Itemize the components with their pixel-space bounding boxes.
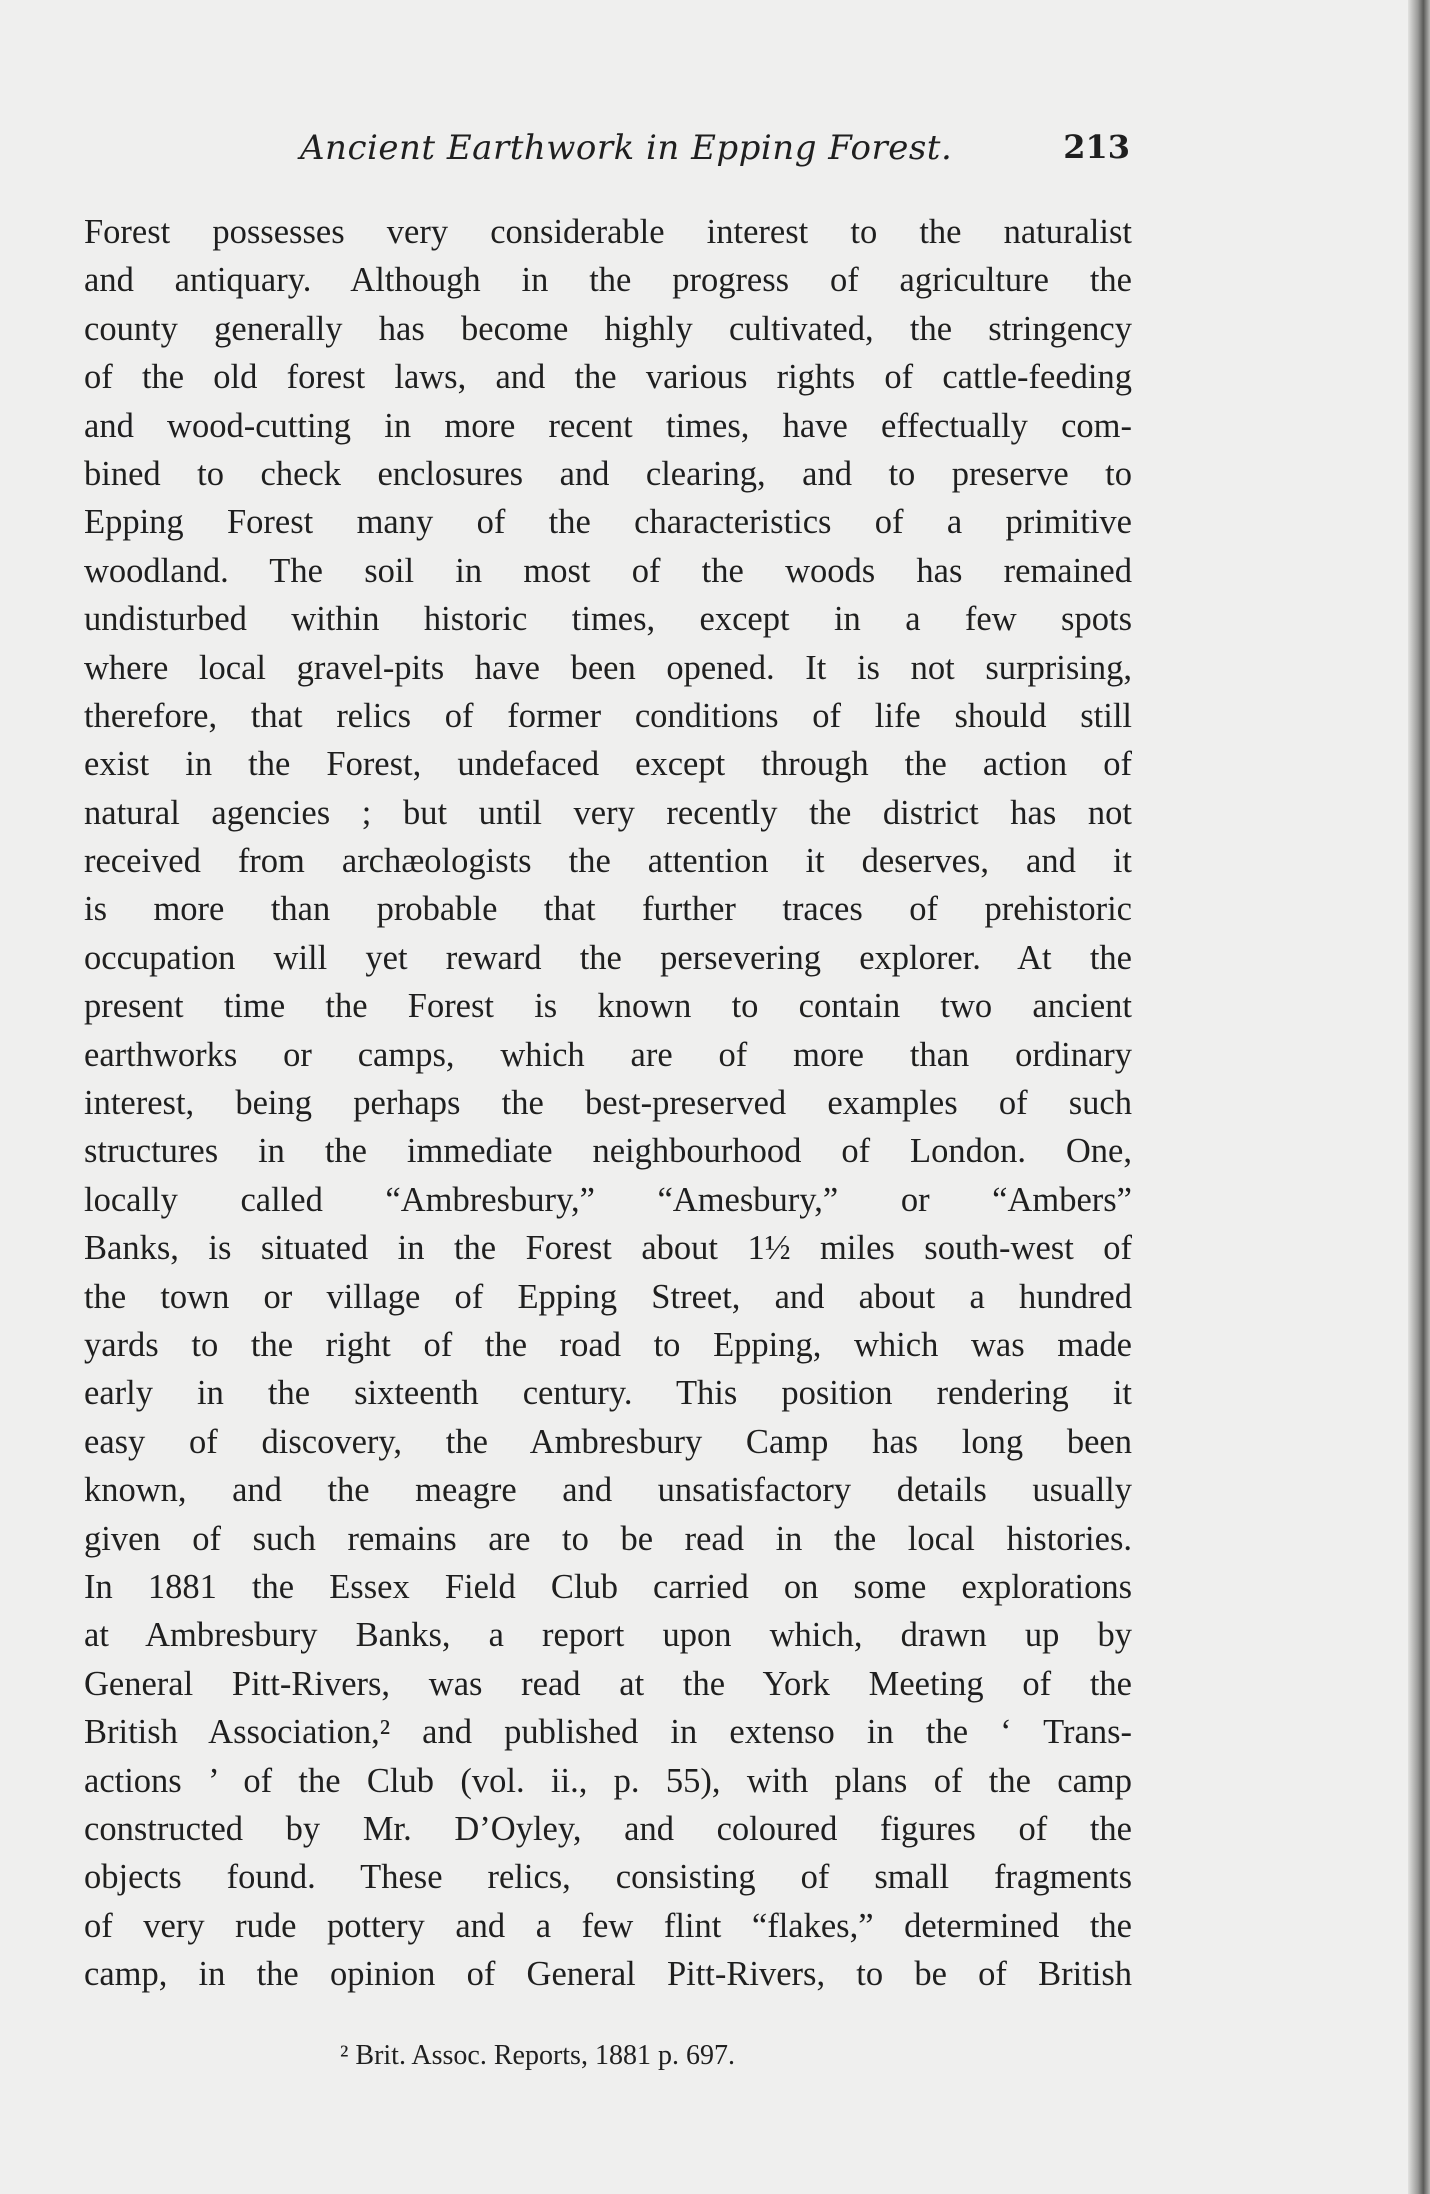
text-line: camp, in the opinion of General Pitt-Rivers, to be of British <box>84 1955 1132 1994</box>
text-line: given of such remains are to be read in the local histories. <box>84 1519 1132 1558</box>
text-line: natural agencies ; but until very recently the district has not <box>84 793 1132 832</box>
text-line: British Association,² and published in extenso in the ‘ Trans- <box>84 1713 1132 1752</box>
text-line: of the old forest laws, and the various rights of cattle-feeding <box>84 358 1132 397</box>
footnote: ² Brit. Assoc. Reports, 1881 p. 697. <box>340 2040 735 2071</box>
text-line: interest, being perhaps the best-preserved examples of such <box>84 1084 1132 1123</box>
text-line: constructed by Mr. D’Oyley, and coloured figures of the <box>84 1809 1132 1848</box>
text-line: yards to the right of the road to Epping, which was made <box>84 1325 1132 1364</box>
text-line: therefore, that relics of former conditions of life should still <box>84 696 1132 735</box>
text-line: is more than probable that further traces of prehistoric <box>84 890 1132 929</box>
page-header <box>300 128 1130 188</box>
text-line: exist in the Forest, undefaced except through the action of <box>84 745 1132 784</box>
text-line: In 1881 the Essex Field Club carried on some explorations <box>84 1567 1132 1606</box>
body-text <box>84 208 1132 1998</box>
text-line: structures in the immediate neighbourhood of London. One, <box>84 1132 1132 1171</box>
text-line: locally called “Ambresbury,” “Amesbury,” or “Ambers” <box>84 1180 1132 1219</box>
text-line: Epping Forest many of the characteristics of a primitive <box>84 503 1132 542</box>
text-line: county generally has become highly cultivated, the stringency <box>84 309 1132 348</box>
text-line: and wood-cutting in more recent times, have effectually com- <box>84 406 1132 445</box>
text-line: the town or village of Epping Street, and about a hundred <box>84 1277 1132 1316</box>
text-line: General Pitt-Rivers, was read at the York Meeting of the <box>84 1664 1132 1703</box>
text-line: at Ambresbury Banks, a report upon which, drawn up by <box>84 1616 1132 1655</box>
text-line: known, and the meagre and unsatisfactory details usually <box>84 1471 1132 1510</box>
running-head: Ancient Earthwork in Epping Forest. <box>300 128 953 168</box>
text-line: woodland. The soil in most of the woods has remained <box>84 551 1132 590</box>
text-line: actions ’ of the Club (vol. ii., p. 55), with plans of the camp <box>84 1761 1132 1800</box>
text-line: occupation will yet reward the persevering explorer. At the <box>84 938 1132 977</box>
text-line: early in the sixteenth century. This position rendering it <box>84 1374 1132 1413</box>
text-line: where local gravel-pits have been opened. It is not surprising, <box>84 648 1132 687</box>
text-line: Banks, is situated in the Forest about 1½ miles south-west of <box>84 1229 1132 1268</box>
page-edge <box>1408 0 1430 2194</box>
text-line: earthworks or camps, which are of more than ordinary <box>84 1035 1132 1074</box>
text-line: undisturbed within historic times, except in a few spots <box>84 600 1132 639</box>
text-line: received from archæologists the attention it deserves, and it <box>84 842 1132 881</box>
page-number: 213 <box>1063 128 1130 166</box>
text-line: objects found. These relics, consisting of small fragments <box>84 1858 1132 1897</box>
text-line: and antiquary. Although in the progress of agriculture the <box>84 261 1132 300</box>
text-line: present time the Forest is known to contain two ancient <box>84 987 1132 1026</box>
text-line: bined to check enclosures and clearing, and to preserve to <box>84 454 1132 493</box>
text-line: of very rude pottery and a few flint “flakes,” determined the <box>84 1906 1132 1945</box>
text-line: Forest possesses very considerable interest to the naturalist <box>84 213 1132 251</box>
text-line: easy of discovery, the Ambresbury Camp has long been <box>84 1422 1132 1461</box>
